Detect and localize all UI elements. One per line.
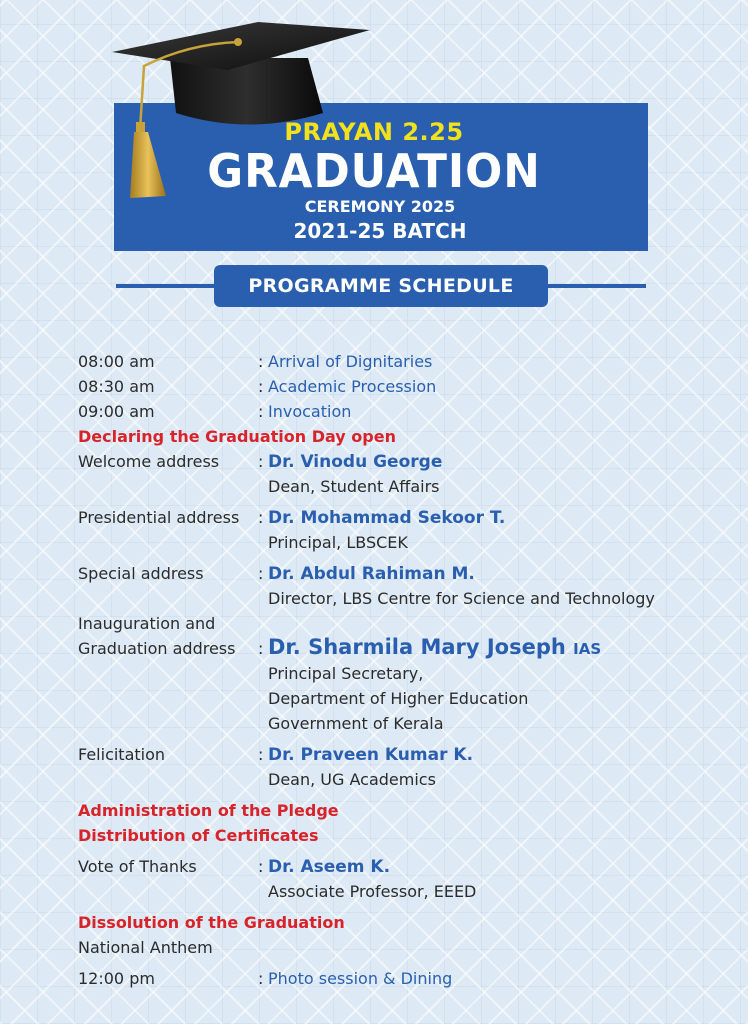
graduation-title: GRADUATION	[207, 144, 541, 198]
programme-schedule-heading: PROGRAMME SCHEDULE	[214, 265, 548, 307]
ceremony-subtitle: CEREMONY 2025	[304, 197, 456, 216]
schedule-divider-left	[116, 284, 216, 288]
batch-label: 2021-25 BATCH	[293, 219, 467, 243]
graduation-cap-icon	[108, 18, 378, 203]
event-name: PRAYAN 2.25	[284, 118, 464, 146]
schedule-divider-right	[546, 284, 646, 288]
